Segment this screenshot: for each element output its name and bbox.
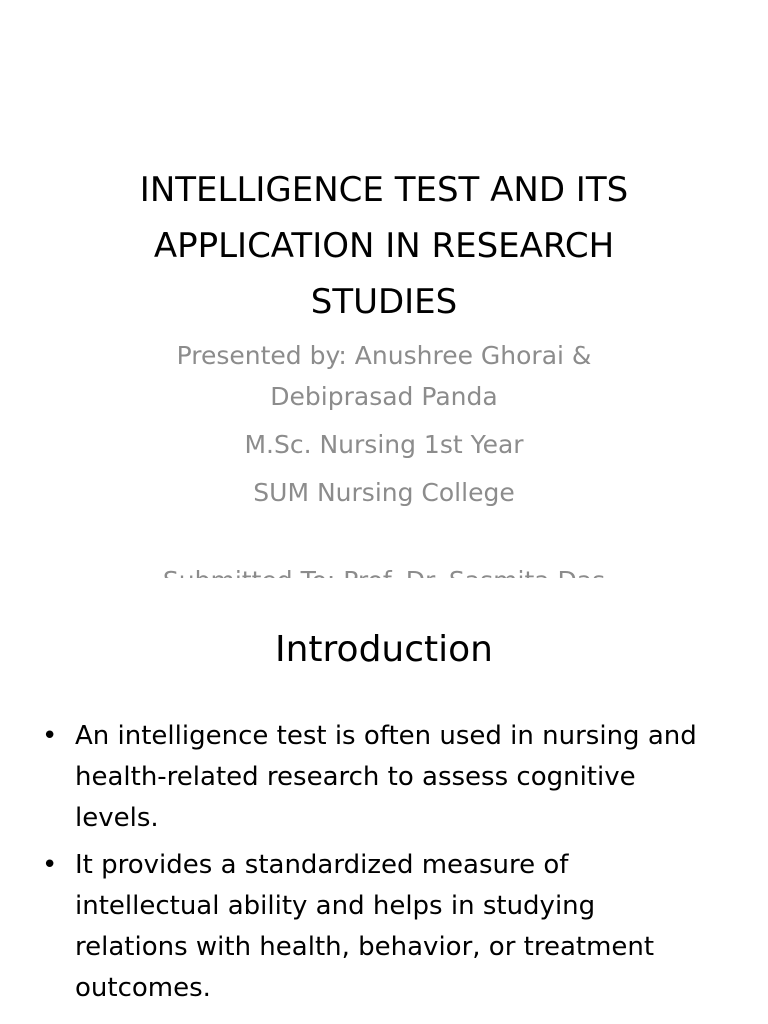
title-line-1: INTELLIGENCE TEST AND ITS	[139, 170, 629, 210]
bullet-item-1	[42, 716, 702, 839]
title-line-2: APPLICATION IN RESEARCH	[153, 226, 615, 266]
introduction-bullets	[42, 716, 702, 1015]
course-name: M.Sc. Nursing 1st Year	[244, 430, 524, 459]
bullet-icon: •	[42, 721, 58, 751]
title-line-3: STUDIES	[310, 282, 458, 322]
presenter-line-2: Debiprasad Panda	[270, 382, 498, 411]
section-heading: Introduction	[274, 629, 493, 670]
bullet-text-2: It provides a standardized measure of intellectual ability and helps in studying relations with health, behavior, or treatment outcomes.	[75, 850, 655, 1003]
presentation-title	[60, 162, 708, 330]
bullet-item-2	[42, 845, 702, 1009]
bullet-text-1: An intelligence test is often used in nursing and health-related research to assess cognitive levels.	[75, 721, 697, 833]
college-name: SUM Nursing College	[253, 478, 515, 507]
subtitle-spacing	[90, 417, 678, 424]
presenter-line-1: Presented by: Anushree Ghorai &	[176, 341, 592, 370]
introduction-slide	[0, 578, 768, 1024]
subtitle-spacing	[90, 465, 678, 472]
bullet-icon: •	[42, 850, 58, 880]
presenter-details	[90, 335, 678, 513]
